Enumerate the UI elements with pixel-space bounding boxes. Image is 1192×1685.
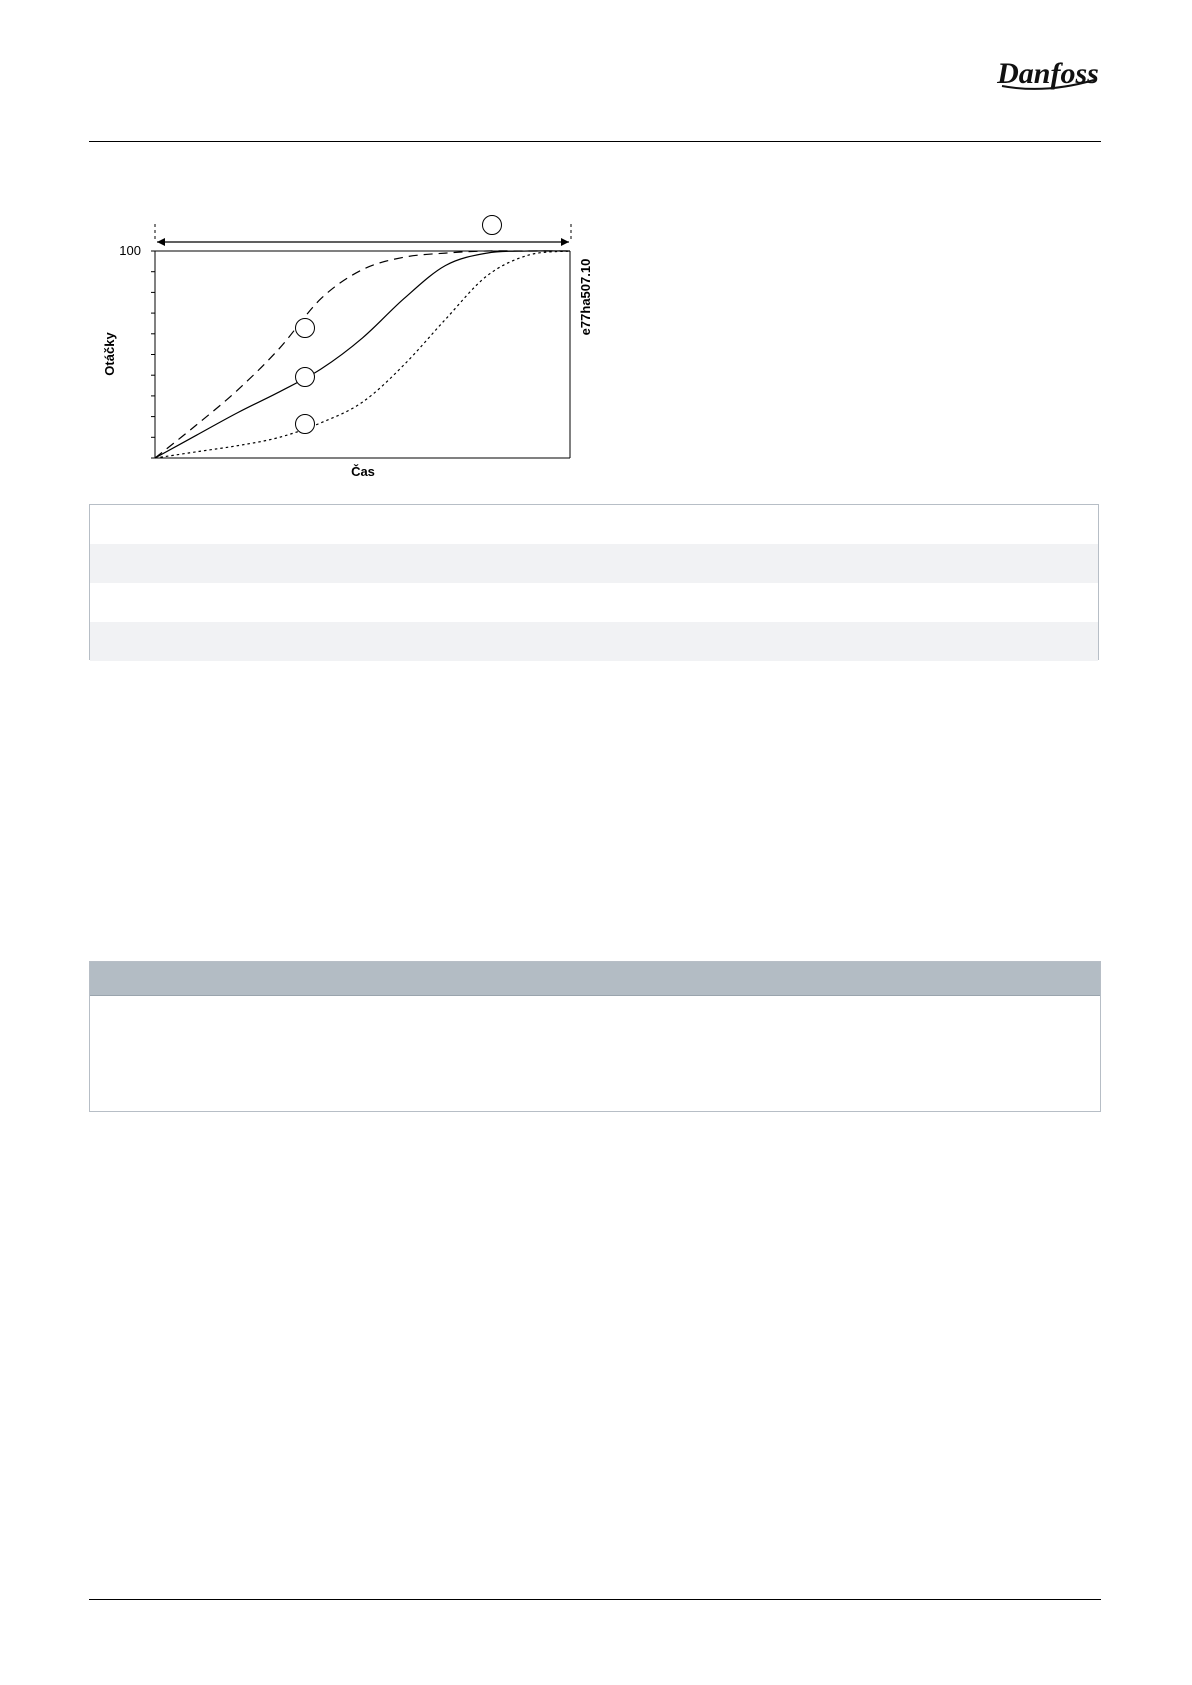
span-arrow-right-head <box>561 238 569 246</box>
danfoss-logo-mark <box>996 50 1100 96</box>
legend-table <box>89 504 1099 660</box>
svg-text:Danfoss: Danfoss <box>997 57 1099 90</box>
series-line-dashed <box>155 251 570 458</box>
span-arrow-left-head <box>157 238 165 246</box>
series-line-dotted <box>155 251 570 458</box>
y-minor-ticks <box>151 251 155 458</box>
y-tick-label-100: 100 <box>119 243 141 258</box>
figure-code: e77ha507.10 <box>578 258 593 336</box>
speed-curve-chart <box>95 200 615 490</box>
legend-row <box>90 544 1098 583</box>
callout-circle-solid <box>296 368 315 387</box>
header-rule <box>89 141 1101 142</box>
x-axis-label: Čas <box>351 464 375 479</box>
legend-row <box>90 583 1098 622</box>
y-axis-label: Otáčky <box>102 332 117 376</box>
callout-circle-dashed <box>296 319 315 338</box>
legend-row <box>90 622 1098 661</box>
footer-rule <box>89 1599 1101 1600</box>
legend-row <box>90 505 1098 544</box>
danfoss-logo <box>996 50 1100 96</box>
callout-circle-span <box>483 216 502 235</box>
note-header <box>90 962 1100 996</box>
series-line-solid <box>155 251 570 458</box>
note-box <box>89 961 1101 1112</box>
speed-time-figure <box>95 200 615 490</box>
callout-circle-dotted <box>296 415 315 434</box>
